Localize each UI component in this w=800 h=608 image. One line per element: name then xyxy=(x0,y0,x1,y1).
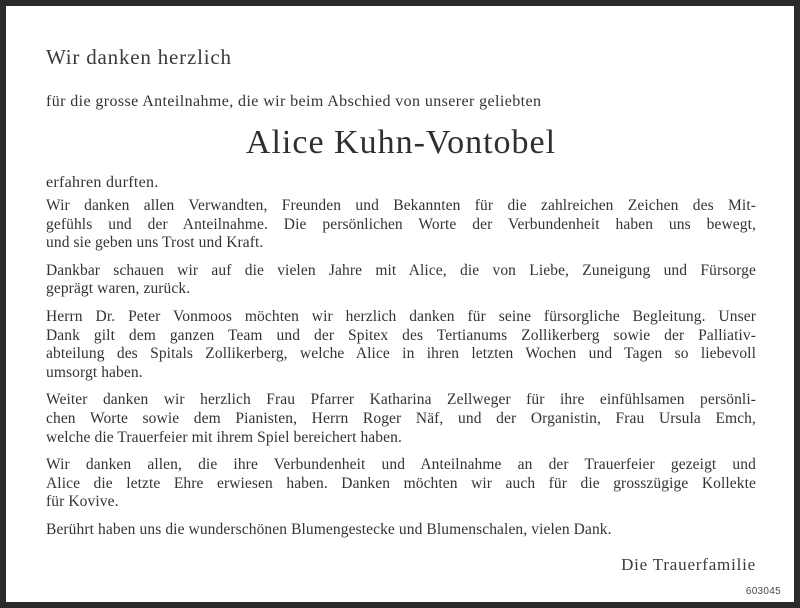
paragraph xyxy=(46,308,756,382)
notice-lead: für die grosse Anteilnahme, die wir beim Abschied von unserer geliebten xyxy=(46,93,542,110)
text-line: Wir danken allen Verwandten, Freunden und Bekannten für die zahlreichen Zeichen des Mit- xyxy=(46,197,756,214)
signature: Die Trauerfamilie xyxy=(621,554,756,574)
text-line: umsorgt haben. xyxy=(46,363,143,381)
notice-heading: Wir danken herzlich xyxy=(46,45,232,69)
paragraph xyxy=(46,197,756,253)
body-paragraphs xyxy=(46,197,756,540)
text-line: Weiter danken wir herzlich Frau Pfarrer Katharina Zellweger für ihre einfühlsamen persönli- xyxy=(46,391,756,409)
text-line: Wir danken allen, die ihre Verbundenheit und Anteilnahme an der Trauerfeier gezeigt und xyxy=(46,456,756,474)
paragraph xyxy=(46,456,756,512)
reference-number: 603045 xyxy=(745,586,781,597)
after-name-line: erfahren durften. xyxy=(46,174,159,191)
text-line: gefühls und der Anteilnahme. Die persönlichen Worte der Verbundenheit haben uns bewegt, xyxy=(46,215,756,233)
text-line: geprägt waren, zurück. xyxy=(46,280,191,298)
text-line: Alice die letzte Ehre erwiesen haben. Danken möchten wir auch für die grosszügige Kollekte xyxy=(46,474,756,492)
paragraph xyxy=(46,521,756,540)
deceased-name: Alice Kuhn-Vontobel xyxy=(245,124,557,161)
paragraph xyxy=(46,391,756,447)
text-line: und sie geben uns Trost und Kraft. xyxy=(46,234,264,252)
text-line: Berührt haben uns die wunderschönen Blumengestecke und Blumenschalen, vielen Dank. xyxy=(46,520,612,538)
text-line: Dank gilt dem ganzen Team und der Spitex des Tertianums Zollikerberg sowie der Palliativ- xyxy=(46,326,756,344)
text-line: chen Worte sowie dem Pianisten, Herrn Roger Näf, und der Organistin, Frau Ursula Emch, xyxy=(46,409,756,427)
text-line: welche die Trauerfeier mit ihrem Spiel bereichert haben. xyxy=(46,428,402,446)
text-line: Herrn Dr. Peter Vonmoos möchten wir herzlich danken für seine fürsorgliche Begleitung. Unser xyxy=(46,307,756,325)
paragraph xyxy=(46,262,756,299)
text-line: abteilung des Spitals Zollikerberg, welche Alice in ihren letzten Wochen und Tagen so liebevoll xyxy=(46,345,756,363)
text-line: Dankbar schauen wir auf die vielen Jahre mit Alice, die von Liebe, Zuneigung und Fürsorge xyxy=(46,261,756,279)
text-line: für Kovive. xyxy=(46,493,119,511)
